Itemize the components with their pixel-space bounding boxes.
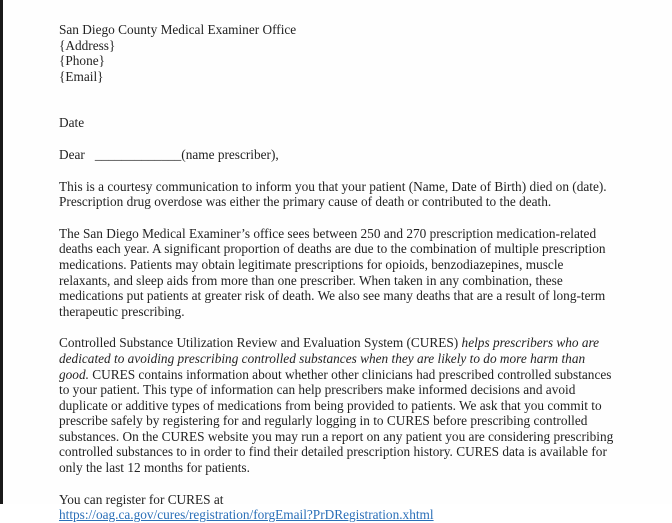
paragraph-line: relaxants, and sleep aids from more than one prescriber. When taken in any combination, these (59, 272, 563, 288)
paragraph-line: controlled substances to in order to find their detailed prescription history. CURES data is available for (59, 444, 607, 460)
cures-registration-link[interactable]: https://oag.ca.gov/cures/registration/forgEmail?PrDRegistration.xhtml (59, 507, 434, 523)
cures-emphasis: helps prescribers who are (461, 335, 600, 351)
prescriber-name-hint: (name prescriber), (181, 146, 279, 162)
cures-info: CURES contains information about whether other clinicians had prescribed controlled substances (88, 366, 612, 382)
paragraph-line: only the last 12 months for patients. (59, 460, 250, 476)
paragraph-notification (59, 179, 669, 210)
paragraph-line: medications put patients at greater risk of death. We also see many deaths that are a result of long-term (59, 288, 606, 304)
paragraph-line: duplicate or additive types of medications from being provided to patients. We ask that you commit to (59, 397, 602, 413)
page-left-border (0, 0, 3, 504)
salutation (59, 147, 669, 163)
letter-body (59, 22, 669, 523)
paragraph-line (59, 335, 669, 351)
paragraph-line: to your patient. This type of information can help prescribers make informed decisions and avoid (59, 382, 576, 398)
paragraph-line: Prescription drug overdose was either the primary cause of death or contributed to the death. (59, 194, 552, 210)
prescriber-blank: _____________ (94, 146, 182, 162)
paragraph-line: This is a courtesy communication to inform you that your patient (Name, Date of Birth) died on (date). (59, 178, 607, 194)
cures-intro: Controlled Substance Utilization Review and Evaluation System (CURES) (59, 335, 462, 351)
date-placeholder: Date (59, 115, 85, 131)
office-name: San Diego County Medical Examiner Office (59, 22, 297, 37)
registration-section (59, 492, 669, 523)
paragraph-line: The San Diego Medical Examiner’s office sees between 250 and 270 prescription medication-related (59, 225, 597, 241)
paragraph-line: prescribe safely by registering for and regularly logging in to CURES before prescribing controlled (59, 413, 588, 429)
letterhead (59, 22, 669, 84)
paragraph-line (59, 367, 669, 383)
paragraph-line: deaths each year. A significant proportion of deaths are due to the combination of multiple prescription (59, 241, 606, 257)
paragraph-statistics (59, 226, 669, 320)
address-placeholder: {Address} (59, 37, 116, 53)
email-placeholder: {Email} (59, 68, 104, 84)
paragraph-line (59, 351, 669, 367)
paragraph-line: therapeutic prescribing. (59, 303, 185, 319)
paragraph-cures (59, 335, 669, 475)
phone-placeholder: {Phone} (59, 53, 106, 69)
cures-emphasis: good. (59, 366, 89, 382)
paragraph-line: substances. On the CURES website you may run a report on any patient you are considering prescribing (59, 428, 614, 444)
salutation-dear: Dear (59, 146, 85, 162)
paragraph-line: medications. Patients may obtain legitimate prescriptions for opioids, benzodiazepines, muscle (59, 256, 564, 272)
cures-emphasis: dedicated to avoiding prescribing controlled substances when they are likely to do more harm than (59, 350, 586, 366)
registration-text: You can register for CURES at (59, 491, 224, 507)
